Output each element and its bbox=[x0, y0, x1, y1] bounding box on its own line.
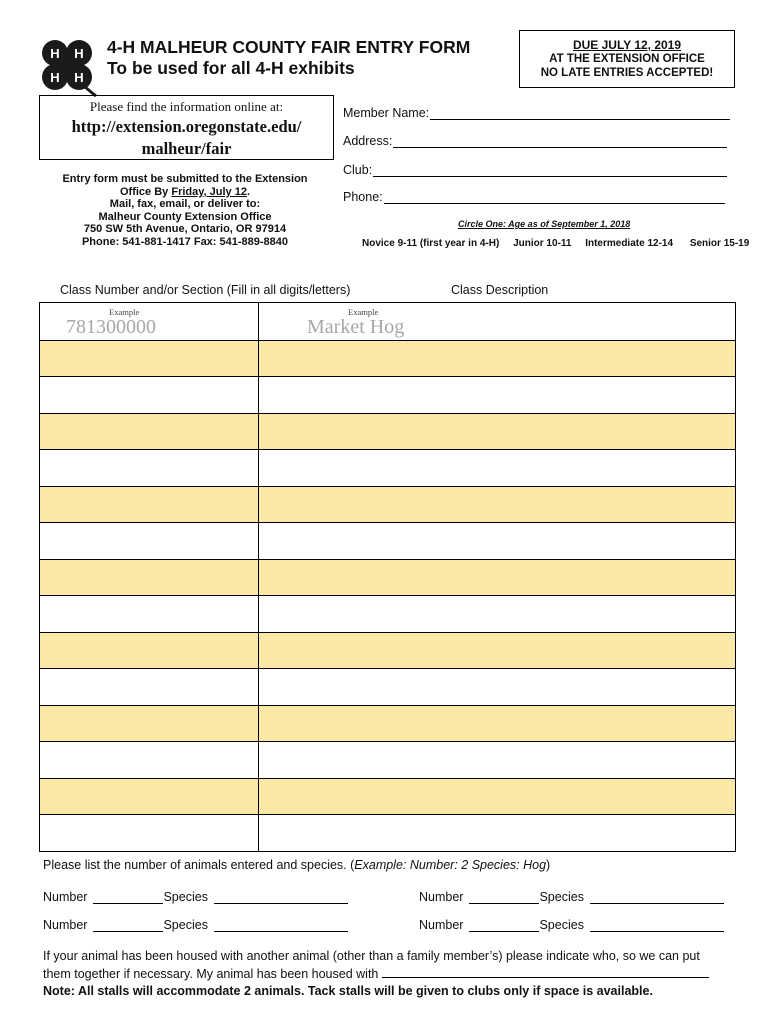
class-number-input[interactable] bbox=[40, 742, 259, 778]
logo-letter-bl: H bbox=[50, 70, 60, 85]
class-description-input[interactable] bbox=[259, 560, 735, 596]
info-url-line2[interactable]: malheur/fair bbox=[141, 139, 232, 158]
table-row bbox=[40, 376, 735, 413]
member-name-field[interactable] bbox=[343, 106, 730, 120]
number-label: Number bbox=[43, 918, 88, 932]
logo-letter-tl: H bbox=[50, 46, 60, 61]
class-number-input[interactable] bbox=[40, 377, 259, 413]
class-description-input[interactable] bbox=[259, 341, 735, 377]
housed-with-line[interactable] bbox=[382, 965, 709, 978]
class-number-cell bbox=[40, 303, 259, 340]
4h-clover-logo-icon bbox=[36, 36, 98, 98]
animal-entry-2 bbox=[419, 890, 724, 904]
address-label: Address: bbox=[343, 134, 393, 148]
submission-line3: Mail, fax, email, or deliver to: bbox=[109, 198, 261, 211]
housing-line2-wrap bbox=[43, 965, 743, 983]
submission-phone-fax: Phone: 541-881-1417 Fax: 541-889-8840 bbox=[81, 235, 289, 248]
example-label: Example bbox=[348, 307, 379, 317]
class-description-input[interactable] bbox=[259, 377, 735, 413]
animals-intro-pre: Please list the number of animals entered and species. ( bbox=[43, 858, 355, 872]
table-row bbox=[40, 595, 735, 632]
table-row bbox=[40, 778, 735, 815]
phone-line[interactable] bbox=[384, 191, 725, 204]
logo-letter-br: H bbox=[74, 70, 84, 85]
class-number-input[interactable] bbox=[40, 450, 259, 486]
info-intro: Please find the information online at: bbox=[89, 99, 284, 114]
age-options bbox=[362, 238, 749, 249]
no-late-entries: NO LATE ENTRIES ACCEPTED! bbox=[540, 67, 714, 79]
species-label: Species bbox=[163, 890, 208, 904]
class-description-header: Class Description bbox=[451, 283, 549, 297]
species-line[interactable] bbox=[214, 919, 348, 932]
age-option-novice[interactable]: Novice 9-11 (first year in 4-H) bbox=[362, 238, 500, 249]
species-label: Species bbox=[539, 890, 584, 904]
table-row bbox=[40, 632, 735, 669]
class-description-input[interactable] bbox=[259, 414, 735, 450]
animal-entry-4 bbox=[419, 918, 724, 932]
animals-intro bbox=[43, 858, 550, 872]
class-number-input[interactable] bbox=[40, 779, 259, 815]
submission-deadline-post: . bbox=[246, 185, 251, 198]
age-option-junior[interactable]: Junior 10-11 bbox=[513, 238, 572, 249]
species-label: Species bbox=[539, 918, 584, 932]
class-number-input[interactable] bbox=[40, 560, 259, 596]
class-number-input[interactable] bbox=[40, 487, 259, 523]
stalls-note: Note: All stalls will accommodate 2 animals. Tack stalls will be given to clubs only if space is available. bbox=[43, 984, 653, 998]
table-row bbox=[40, 413, 735, 450]
table-row bbox=[40, 559, 735, 596]
number-line[interactable] bbox=[93, 891, 163, 904]
due-date-box bbox=[519, 30, 735, 88]
class-number-input[interactable] bbox=[40, 706, 259, 742]
class-description-input[interactable] bbox=[259, 596, 735, 632]
housing-paragraph bbox=[43, 947, 743, 983]
housing-line1: If your animal has been housed with another animal (other than a family member’s) please indicate who, so we can put bbox=[43, 949, 700, 963]
class-description-input[interactable] bbox=[259, 487, 735, 523]
class-number-header: Class Number and/or Section (Fill in all digits/letters) bbox=[60, 283, 351, 297]
species-line[interactable] bbox=[590, 919, 724, 932]
address-field[interactable] bbox=[343, 134, 727, 148]
table-row bbox=[40, 668, 735, 705]
class-number-input[interactable] bbox=[40, 669, 259, 705]
class-description-input[interactable] bbox=[259, 779, 735, 815]
class-description-input[interactable] bbox=[259, 669, 735, 705]
housing-line2: them together if necessary. My animal has been housed with bbox=[43, 967, 379, 981]
example-label: Example bbox=[109, 307, 140, 317]
number-line[interactable] bbox=[93, 919, 163, 932]
phone-field[interactable] bbox=[343, 190, 725, 204]
submission-office: Malheur County Extension Office bbox=[98, 210, 272, 223]
species-label: Species bbox=[163, 918, 208, 932]
submission-line1: Entry form must be submitted to the Extension bbox=[62, 173, 308, 185]
table-row-example bbox=[40, 303, 735, 340]
phone-label: Phone: bbox=[343, 190, 383, 204]
class-description-input[interactable] bbox=[259, 633, 735, 669]
member-name-label: Member Name: bbox=[343, 106, 430, 120]
class-description-input[interactable] bbox=[259, 450, 735, 486]
class-description-cell bbox=[259, 303, 735, 340]
class-number-input[interactable] bbox=[40, 341, 259, 377]
table-row bbox=[40, 449, 735, 486]
table-row bbox=[40, 522, 735, 559]
class-number-input[interactable] bbox=[40, 633, 259, 669]
address-line[interactable] bbox=[393, 135, 727, 148]
club-line[interactable] bbox=[373, 164, 727, 177]
class-number-input[interactable] bbox=[40, 414, 259, 450]
form-title: 4-H MALHEUR COUNTY FAIR ENTRY FORM bbox=[107, 37, 471, 57]
info-box bbox=[39, 95, 334, 160]
table-row bbox=[40, 340, 735, 377]
class-description-input[interactable] bbox=[259, 742, 735, 778]
example-class-number: 781300000 bbox=[66, 316, 156, 338]
logo-letter-tr: H bbox=[74, 46, 84, 61]
info-url-line1[interactable]: http://extension.oregonstate.edu/ bbox=[71, 117, 302, 136]
example-description: Market Hog bbox=[307, 316, 405, 338]
submission-instructions bbox=[44, 173, 326, 249]
due-location: AT THE EXTENSION OFFICE bbox=[549, 53, 705, 65]
number-line[interactable] bbox=[469, 891, 539, 904]
species-line[interactable] bbox=[214, 891, 348, 904]
due-date: DUE JULY 12, 2019 bbox=[572, 38, 682, 52]
animals-intro-post: ) bbox=[546, 858, 551, 872]
submission-deadline-date: Friday, July 12 bbox=[171, 185, 247, 198]
class-description-input[interactable] bbox=[259, 815, 735, 851]
table-row bbox=[40, 814, 735, 851]
class-number-input[interactable] bbox=[40, 523, 259, 559]
table-row bbox=[40, 486, 735, 523]
member-name-line[interactable] bbox=[430, 107, 730, 120]
age-option-intermediate[interactable]: Intermediate 12-14 bbox=[585, 238, 674, 249]
age-option-senior[interactable]: Senior 15-19 bbox=[689, 238, 750, 249]
animal-entry-3 bbox=[43, 918, 348, 932]
submission-deadline-pre: Office By bbox=[119, 185, 172, 198]
entry-table bbox=[39, 302, 736, 852]
animal-entry-1 bbox=[43, 890, 348, 904]
species-line[interactable] bbox=[590, 891, 724, 904]
number-label: Number bbox=[419, 918, 464, 932]
number-label: Number bbox=[43, 890, 88, 904]
number-line[interactable] bbox=[469, 919, 539, 932]
class-description-input[interactable] bbox=[259, 523, 735, 559]
age-title: Circle One: Age as of September 1, 2018 bbox=[458, 219, 631, 229]
class-number-input[interactable] bbox=[40, 815, 259, 851]
submission-line2 bbox=[44, 186, 326, 199]
class-number-input[interactable] bbox=[40, 596, 259, 632]
class-description-input[interactable] bbox=[259, 706, 735, 742]
club-label: Club: bbox=[343, 163, 373, 177]
table-row bbox=[40, 741, 735, 778]
submission-address: 750 SW 5th Avenue, Ontario, OR 97914 bbox=[83, 223, 287, 236]
form-subtitle: To be used for all 4-H exhibits bbox=[107, 58, 355, 78]
number-label: Number bbox=[419, 890, 464, 904]
club-field[interactable] bbox=[343, 163, 727, 177]
animals-intro-example: Example: Number: 2 Species: Hog bbox=[354, 858, 547, 872]
table-row bbox=[40, 705, 735, 742]
